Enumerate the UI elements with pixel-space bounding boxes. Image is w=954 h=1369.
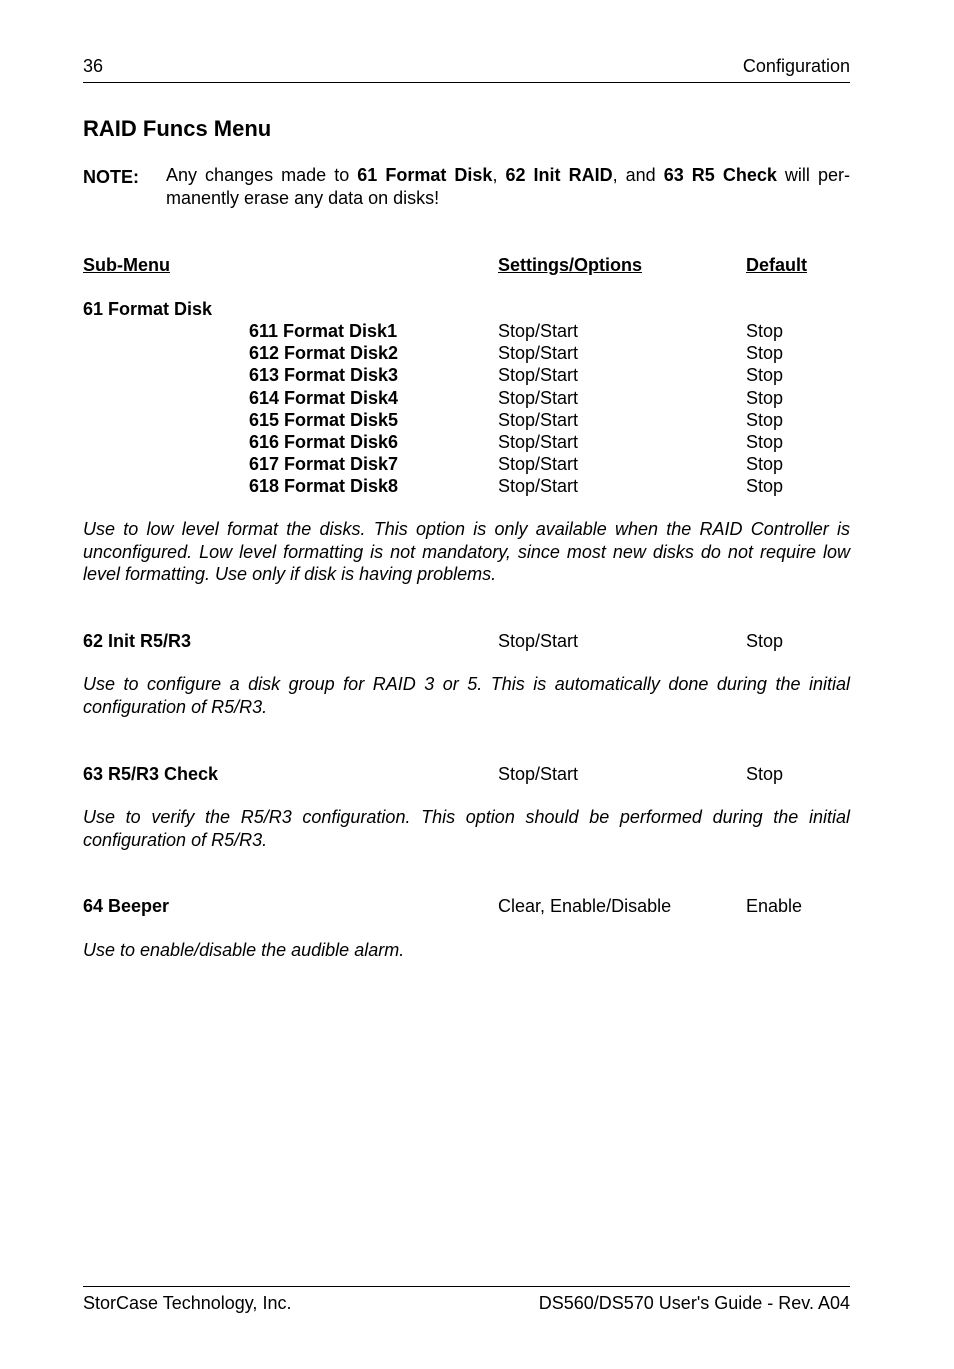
format-disk-item-default: Stop xyxy=(746,454,784,474)
note-text: Any changes made to 61 Format Disk, 62 Init RAID, and 63 R5 Check will per-manently erase any data on disks! xyxy=(166,165,850,208)
footer-guide-title: DS560/DS570 User's Guide - Rev. A04 xyxy=(538,1293,850,1313)
beeper-settings: Clear, Enable/Disable xyxy=(498,896,672,916)
column-header-default: Default xyxy=(746,255,808,275)
beeper-default: Enable xyxy=(746,896,803,916)
format-disk-item-settings: Stop/Start xyxy=(498,432,579,452)
header-rule xyxy=(83,82,850,83)
init-r5r3-settings: Stop/Start xyxy=(498,631,579,651)
format-disk-item-default: Stop xyxy=(746,321,784,341)
format-disk-item-default: Stop xyxy=(746,365,784,385)
format-disk-item-settings: Stop/Start xyxy=(498,476,579,496)
footer-company: StorCase Technology, Inc. xyxy=(83,1293,292,1313)
check-r5r3-description: Use to verify the R5/R3 configuration. This option should be performed during the initial configuration of R5/R3. xyxy=(83,807,850,850)
footer-rule xyxy=(83,1286,850,1287)
check-r5r3-settings: Stop/Start xyxy=(498,764,579,784)
format-disk-item-label: 611 Format Disk1 xyxy=(249,321,398,341)
format-disk-item-label: 618 Format Disk8 xyxy=(249,476,399,496)
beeper-description: Use to enable/disable the audible alarm. xyxy=(83,940,405,960)
init-r5r3-default: Stop xyxy=(746,631,784,651)
format-disk-item-settings: Stop/Start xyxy=(498,410,579,430)
format-disk-item-default: Stop xyxy=(746,343,784,363)
format-disk-item-settings: Stop/Start xyxy=(498,343,579,363)
format-disk-item-label: 617 Format Disk7 xyxy=(249,454,399,474)
check-r5r3-label: 63 R5/R3 Check xyxy=(83,764,219,784)
format-disk-item-label: 616 Format Disk6 xyxy=(249,432,399,452)
format-disk-item-default: Stop xyxy=(746,432,784,452)
column-header-submenu: Sub-Menu xyxy=(83,255,170,275)
format-disk-item-label: 612 Format Disk2 xyxy=(249,343,399,363)
format-disk-item-settings: Stop/Start xyxy=(498,321,579,341)
page-number: 36 xyxy=(83,56,104,76)
format-disk-heading: 61 Format Disk xyxy=(83,299,213,319)
format-disk-item-settings: Stop/Start xyxy=(498,454,579,474)
format-disk-item-default: Stop xyxy=(746,388,784,408)
section-name: Configuration xyxy=(742,56,850,76)
format-disk-item-settings: Stop/Start xyxy=(498,365,579,385)
check-r5r3-default: Stop xyxy=(746,764,784,784)
init-r5r3-label: 62 Init R5/R3 xyxy=(83,631,192,651)
format-disk-item-label: 613 Format Disk3 xyxy=(249,365,399,385)
format-disk-item-label: 615 Format Disk5 xyxy=(249,410,399,430)
init-r5r3-description: Use to configure a disk group for RAID 3 or 5. This is automatically done during the initial configuration of R5/R3. xyxy=(83,674,850,717)
format-disk-item-default: Stop xyxy=(746,410,784,430)
column-header-settings: Settings/Options xyxy=(498,255,642,275)
beeper-label: 64 Beeper xyxy=(83,896,170,916)
format-disk-item-default: Stop xyxy=(746,476,784,496)
format-disk-description: Use to low level format the disks. This option is only available when the RAID Controller is unconfigured. Low level formatting is not mandatory, since most new disks do not require low level formatting. Use only if disk is having problems. xyxy=(83,519,850,584)
note-label: NOTE: xyxy=(83,167,139,187)
page-title: RAID Funcs Menu xyxy=(83,116,272,141)
format-disk-item-settings: Stop/Start xyxy=(498,388,579,408)
format-disk-item-label: 614 Format Disk4 xyxy=(249,388,399,408)
